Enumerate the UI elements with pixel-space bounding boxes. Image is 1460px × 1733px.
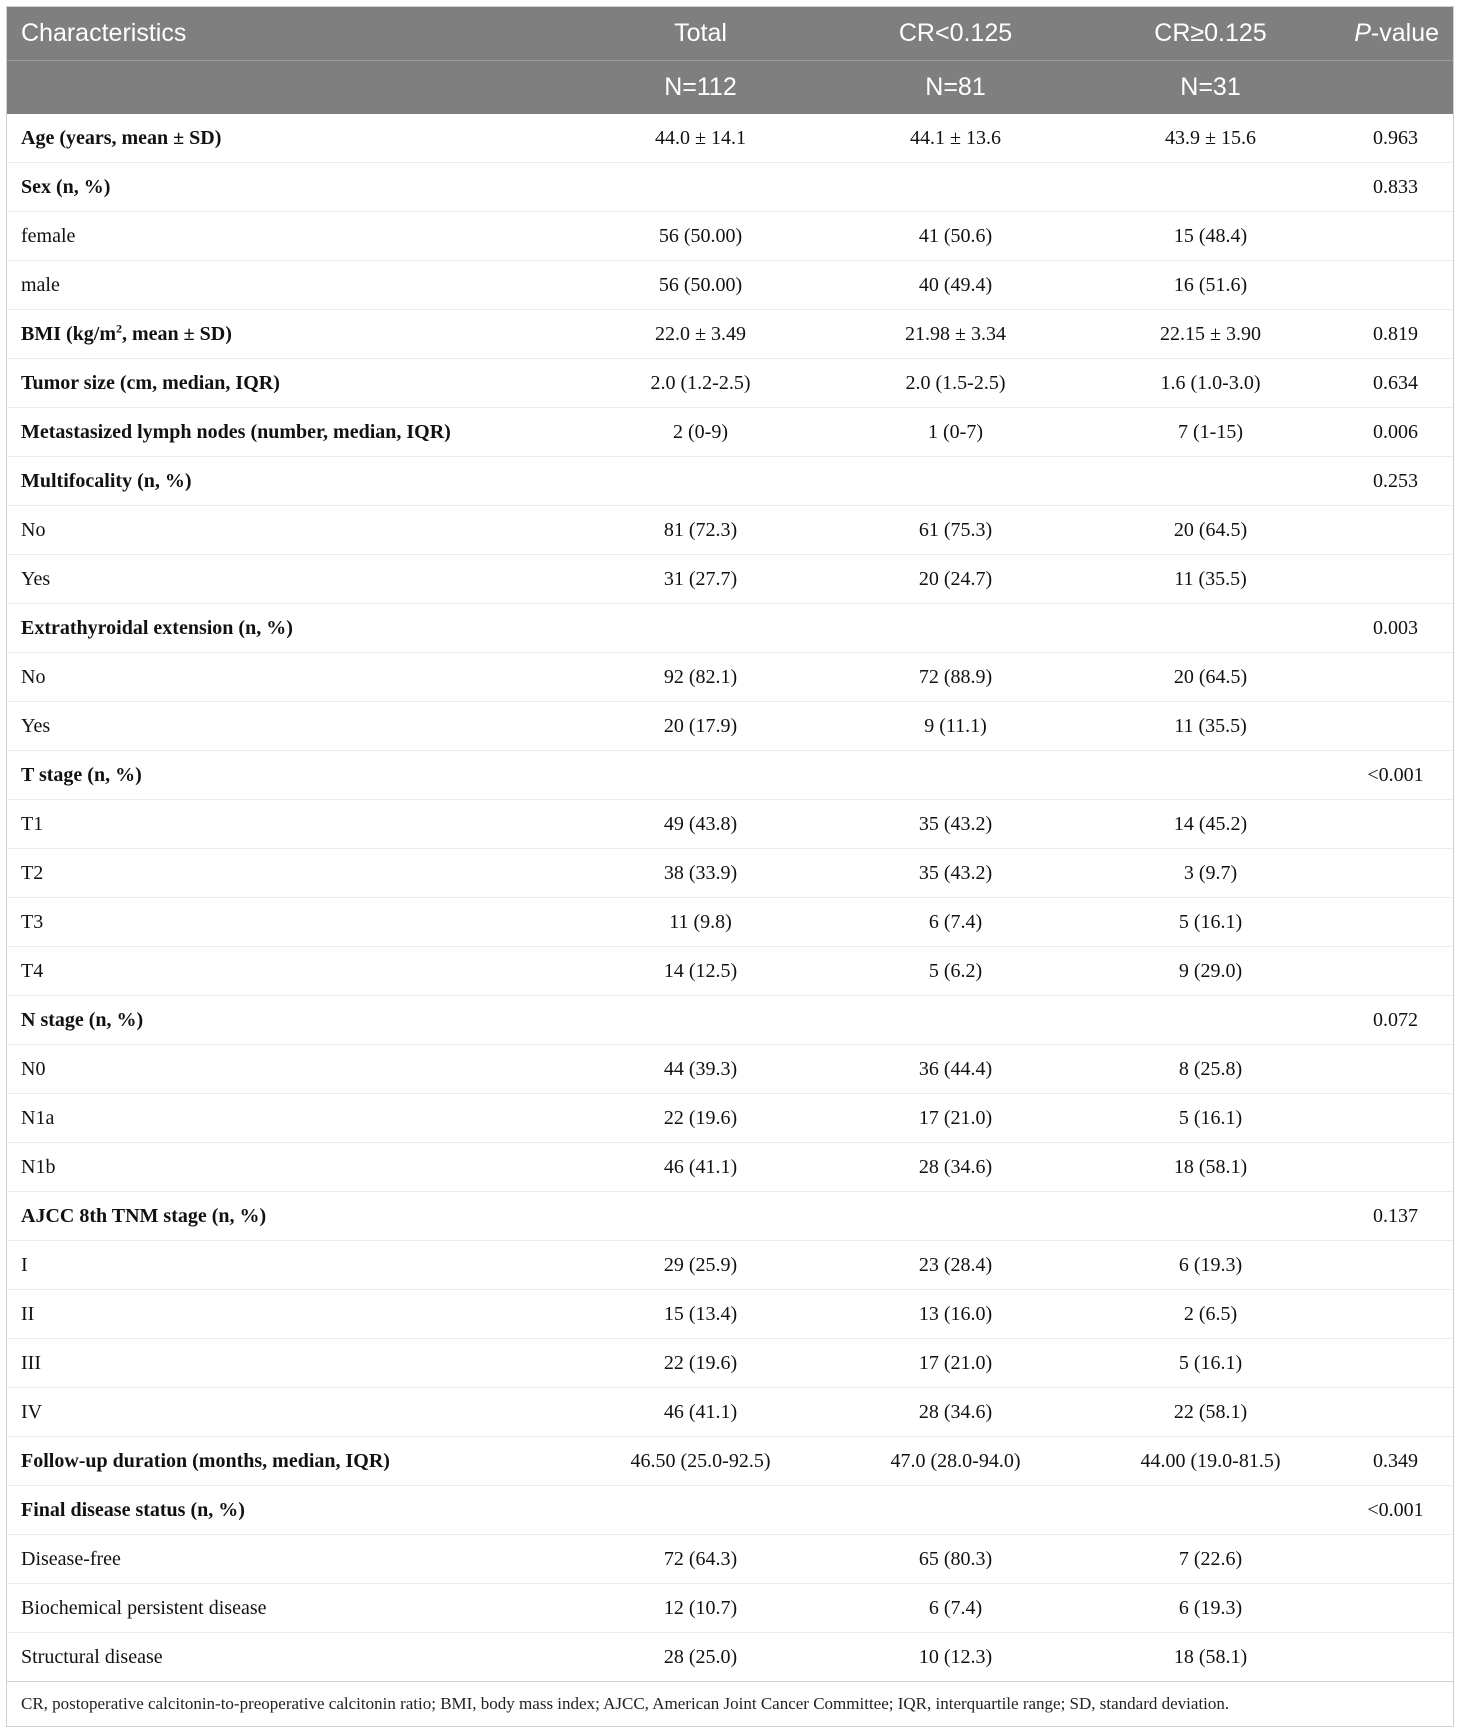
row-label: [7, 653, 573, 702]
row-label: [7, 1535, 573, 1584]
cell-total: 11 (9.8): [573, 898, 828, 947]
cell-cr-high: 44.00 (19.0-81.5): [1083, 1437, 1338, 1486]
cell-pvalue: 0.003: [1338, 604, 1453, 653]
cell-cr-low: 23 (28.4): [828, 1241, 1083, 1290]
cell-cr-high: 20 (64.5): [1083, 653, 1338, 702]
cell-cr-low: 1 (0-7): [828, 408, 1083, 457]
row-label: [7, 1388, 573, 1437]
cell-cr-low: 9 (11.1): [828, 702, 1083, 751]
cell-cr-low: 72 (88.9): [828, 653, 1083, 702]
cell-cr-low: 35 (43.2): [828, 849, 1083, 898]
table-row: [7, 1437, 1453, 1486]
cell-pvalue: [1338, 261, 1453, 310]
row-label-text: Structural disease: [21, 1645, 163, 1668]
cell-cr-high: 20 (64.5): [1083, 506, 1338, 555]
row-label-text: Final disease status (n, %): [21, 1498, 245, 1521]
cell-pvalue: [1338, 1143, 1453, 1192]
row-label-text: Metastasized lymph nodes (number, median, IQR): [21, 420, 451, 443]
row-label: [7, 702, 573, 751]
cell-cr-high: 1.6 (1.0-3.0): [1083, 359, 1338, 408]
row-label: [7, 996, 573, 1045]
cell-cr-high: 9 (29.0): [1083, 947, 1338, 996]
cell-total: 56 (50.00): [573, 261, 828, 310]
cell-cr-low: [828, 1192, 1083, 1241]
row-label-text: T stage (n, %): [21, 763, 142, 786]
row-label: [7, 310, 573, 359]
cell-pvalue: [1338, 702, 1453, 751]
row-label: [7, 1192, 573, 1241]
header-characteristics: Characteristics: [7, 7, 573, 61]
cell-cr-high: [1083, 1486, 1338, 1535]
table-row: [7, 1486, 1453, 1535]
cell-cr-high: 11 (35.5): [1083, 555, 1338, 604]
row-label: [7, 800, 573, 849]
row-label: [7, 506, 573, 555]
cell-cr-low: 41 (50.6): [828, 212, 1083, 261]
table-row: [7, 1045, 1453, 1094]
cell-cr-high: [1083, 996, 1338, 1045]
header-row-titles: [7, 7, 1453, 61]
cell-total: 72 (64.3): [573, 1535, 828, 1584]
cell-total: 2 (0-9): [573, 408, 828, 457]
header-cr-high: CR≥0.125: [1083, 7, 1338, 61]
cell-pvalue: 0.634: [1338, 359, 1453, 408]
cell-total: [573, 996, 828, 1045]
table-row: [7, 1584, 1453, 1633]
table-frame: [6, 6, 1454, 1727]
cell-total: 29 (25.9): [573, 1241, 828, 1290]
row-label-text: Tumor size (cm, median, IQR): [21, 371, 280, 394]
cell-total: 14 (12.5): [573, 947, 828, 996]
cell-cr-low: 6 (7.4): [828, 898, 1083, 947]
row-label: [7, 555, 573, 604]
row-label: [7, 1339, 573, 1388]
cell-pvalue: [1338, 653, 1453, 702]
cell-pvalue: [1338, 947, 1453, 996]
cell-cr-low: 2.0 (1.5-2.5): [828, 359, 1083, 408]
cell-total: 38 (33.9): [573, 849, 828, 898]
table-header: [7, 7, 1453, 114]
cell-cr-high: 6 (19.3): [1083, 1241, 1338, 1290]
cell-cr-low: [828, 604, 1083, 653]
characteristics-table: [7, 7, 1453, 1681]
cell-cr-low: 65 (80.3): [828, 1535, 1083, 1584]
cell-cr-low: 17 (21.0): [828, 1339, 1083, 1388]
row-label-text: female: [21, 224, 76, 247]
cell-cr-high: 5 (16.1): [1083, 1094, 1338, 1143]
cell-cr-low: 6 (7.4): [828, 1584, 1083, 1633]
cell-pvalue: [1338, 506, 1453, 555]
cell-cr-high: 11 (35.5): [1083, 702, 1338, 751]
table-row: [7, 1633, 1453, 1682]
cell-cr-high: 5 (16.1): [1083, 898, 1338, 947]
row-label: [7, 1045, 573, 1094]
table-row: [7, 1241, 1453, 1290]
cell-cr-high: 2 (6.5): [1083, 1290, 1338, 1339]
table-row: [7, 555, 1453, 604]
row-label: [7, 114, 573, 163]
row-label: [7, 751, 573, 800]
header-pvalue-rest: -value: [1370, 19, 1439, 47]
header-empty-cell: [7, 61, 573, 115]
cell-pvalue: [1338, 1241, 1453, 1290]
cell-cr-high: 16 (51.6): [1083, 261, 1338, 310]
table-row: [7, 261, 1453, 310]
row-label-text: No: [21, 665, 46, 688]
cell-total: 81 (72.3): [573, 506, 828, 555]
row-label: [7, 604, 573, 653]
cell-pvalue: [1338, 1094, 1453, 1143]
cell-total: [573, 163, 828, 212]
cell-pvalue: [1338, 555, 1453, 604]
header-n-cr-low: N=81: [828, 61, 1083, 115]
row-label: [7, 849, 573, 898]
cell-cr-high: 22.15 ± 3.90: [1083, 310, 1338, 359]
cell-cr-high: [1083, 751, 1338, 800]
row-label-suffix: , mean ± SD): [122, 322, 232, 345]
row-label-text: I: [21, 1253, 28, 1276]
row-label: [7, 261, 573, 310]
cell-cr-low: 44.1 ± 13.6: [828, 114, 1083, 163]
table-row: [7, 702, 1453, 751]
cell-cr-low: 5 (6.2): [828, 947, 1083, 996]
cell-pvalue: [1338, 1290, 1453, 1339]
cell-total: [573, 604, 828, 653]
row-label: [7, 898, 573, 947]
row-label-text: N0: [21, 1057, 46, 1080]
cell-cr-high: [1083, 604, 1338, 653]
cell-pvalue: [1338, 1339, 1453, 1388]
header-row-counts: [7, 61, 1453, 115]
row-label: [7, 1584, 573, 1633]
row-label-text: No: [21, 518, 46, 541]
row-label-text: T2: [21, 861, 44, 884]
cell-cr-low: 20 (24.7): [828, 555, 1083, 604]
cell-total: 56 (50.00): [573, 212, 828, 261]
header-pvalue: [1338, 7, 1453, 61]
header-cr-low: CR<0.125: [828, 7, 1083, 61]
cell-pvalue: [1338, 212, 1453, 261]
cell-cr-high: 6 (19.3): [1083, 1584, 1338, 1633]
table-row: [7, 1094, 1453, 1143]
table-row: [7, 800, 1453, 849]
row-label-text: T4: [21, 959, 44, 982]
cell-total: 46 (41.1): [573, 1388, 828, 1437]
cell-total: 15 (13.4): [573, 1290, 828, 1339]
row-label: [7, 212, 573, 261]
cell-cr-low: 28 (34.6): [828, 1388, 1083, 1437]
cell-pvalue: [1338, 898, 1453, 947]
cell-total: 20 (17.9): [573, 702, 828, 751]
header-total: Total: [573, 7, 828, 61]
row-label: [7, 457, 573, 506]
cell-pvalue: 0.253: [1338, 457, 1453, 506]
cell-total: [573, 1192, 828, 1241]
row-label: [7, 408, 573, 457]
table-row: [7, 1339, 1453, 1388]
cell-cr-low: 61 (75.3): [828, 506, 1083, 555]
row-label-text: T1: [21, 812, 44, 835]
table-row: [7, 898, 1453, 947]
cell-pvalue: [1338, 1045, 1453, 1094]
row-label-text: III: [21, 1351, 41, 1374]
cell-pvalue: [1338, 1633, 1453, 1682]
cell-cr-low: 28 (34.6): [828, 1143, 1083, 1192]
cell-cr-low: 47.0 (28.0-94.0): [828, 1437, 1083, 1486]
cell-total: 22 (19.6): [573, 1339, 828, 1388]
row-label: [7, 163, 573, 212]
header-empty-cell: [1338, 61, 1453, 115]
cell-cr-low: [828, 163, 1083, 212]
cell-total: 49 (43.8): [573, 800, 828, 849]
cell-pvalue: [1338, 800, 1453, 849]
cell-pvalue: 0.137: [1338, 1192, 1453, 1241]
cell-cr-high: 22 (58.1): [1083, 1388, 1338, 1437]
row-label-text: T3: [21, 910, 44, 933]
header-n-total: N=112: [573, 61, 828, 115]
cell-total: [573, 1486, 828, 1535]
row-label-text: N stage (n, %): [21, 1008, 144, 1031]
cell-cr-high: 43.9 ± 15.6: [1083, 114, 1338, 163]
cell-cr-high: 5 (16.1): [1083, 1339, 1338, 1388]
cell-cr-low: 10 (12.3): [918, 1645, 993, 1668]
row-label-text: male: [21, 273, 60, 296]
cell-pvalue: <0.001: [1338, 1486, 1453, 1535]
cell-pvalue: 0.963: [1338, 114, 1453, 163]
cell-cr-high: 3 (9.7): [1083, 849, 1338, 898]
row-label: [7, 359, 573, 408]
row-label-text: Yes: [21, 567, 51, 590]
table-row: [7, 1388, 1453, 1437]
table-row: [7, 506, 1453, 555]
cell-total: 22.0 ± 3.49: [573, 310, 828, 359]
table-row: [7, 163, 1453, 212]
cell-cr-high: [1083, 163, 1338, 212]
row-label-text: N1b: [21, 1155, 56, 1178]
row-label-text: Yes: [21, 714, 51, 737]
row-label-text: II: [21, 1302, 35, 1325]
header-pvalue-italic: P: [1354, 19, 1371, 47]
cell-cr-high: [1083, 1192, 1338, 1241]
cell-total: 22 (19.6): [573, 1094, 828, 1143]
row-label: [7, 1437, 573, 1486]
table-body: [7, 114, 1453, 1681]
table-row: [7, 310, 1453, 359]
row-label-text: N1a: [21, 1106, 55, 1129]
table-row: [7, 996, 1453, 1045]
table-row: [7, 849, 1453, 898]
cell-total: [573, 751, 828, 800]
table-row: [7, 212, 1453, 261]
cell-pvalue: [1338, 1535, 1453, 1584]
cell-pvalue: [1338, 1584, 1453, 1633]
cell-total: 92 (82.1): [573, 653, 828, 702]
cell-pvalue: 0.819: [1338, 310, 1453, 359]
cell-cr-low: 17 (21.0): [828, 1094, 1083, 1143]
row-label-text: Disease-free: [21, 1547, 121, 1570]
row-label-text: Biochemical persistent disease: [21, 1596, 267, 1619]
cell-pvalue: 0.833: [1338, 163, 1453, 212]
cell-total: 28 (25.0): [663, 1645, 738, 1668]
cell-cr-low: [828, 1486, 1083, 1535]
cell-cr-high: 15 (48.4): [1083, 212, 1338, 261]
cell-cr-low: [828, 996, 1083, 1045]
cell-total: [573, 457, 828, 506]
cell-cr-high: 8 (25.8): [1083, 1045, 1338, 1094]
row-label-text: Multifocality (n, %): [21, 469, 192, 492]
cell-cr-low: 36 (44.4): [828, 1045, 1083, 1094]
row-label: [7, 1241, 573, 1290]
row-label-superscript: 2: [116, 320, 122, 335]
row-label: [7, 1094, 573, 1143]
cell-cr-high: 7 (1-15): [1083, 408, 1338, 457]
cell-total: 46 (41.1): [573, 1143, 828, 1192]
row-label: [7, 1486, 573, 1535]
cell-cr-high: 14 (45.2): [1083, 800, 1338, 849]
row-label-text: Extrathyroidal extension (n, %): [21, 616, 293, 639]
table-footnote: CR, postoperative calcitonin-to-preoperative calcitonin ratio; BMI, body mass index; AJCC, American Joint Cancer Committee; IQR, interquartile range; SD, standard deviation.: [7, 1681, 1453, 1721]
table-row: [7, 947, 1453, 996]
cell-cr-low: 21.98 ± 3.34: [828, 310, 1083, 359]
table-row: [7, 114, 1453, 163]
cell-total: 12 (10.7): [573, 1584, 828, 1633]
cell-pvalue: [1338, 849, 1453, 898]
table-row: [7, 408, 1453, 457]
cell-total: 2.0 (1.2-2.5): [573, 359, 828, 408]
table-row: [7, 1192, 1453, 1241]
cell-total: 44 (39.3): [573, 1045, 828, 1094]
row-label-text: IV: [21, 1400, 43, 1423]
table-row: [7, 751, 1453, 800]
row-label-text: Follow-up duration (months, median, IQR): [21, 1449, 390, 1472]
table-row: [7, 604, 1453, 653]
cell-cr-low: 40 (49.4): [828, 261, 1083, 310]
row-label: [7, 1633, 573, 1682]
row-label-text: Age (years, mean ± SD): [21, 126, 222, 149]
table-row: [7, 1290, 1453, 1339]
cell-pvalue: 0.072: [1338, 996, 1453, 1045]
cell-cr-high: 18 (58.1): [1083, 1143, 1338, 1192]
row-label: [7, 947, 573, 996]
cell-pvalue: <0.001: [1338, 751, 1453, 800]
cell-total: 46.50 (25.0-92.5): [573, 1437, 828, 1486]
cell-pvalue: 0.349: [1338, 1437, 1453, 1486]
cell-cr-low: 35 (43.2): [828, 800, 1083, 849]
row-label-text: Sex (n, %): [21, 175, 111, 198]
cell-cr-high: 18 (58.1): [1173, 1645, 1248, 1668]
row-label-text: BMI (kg/m: [21, 322, 116, 345]
cell-cr-high: 7 (22.6): [1083, 1535, 1338, 1584]
cell-cr-low: [828, 457, 1083, 506]
cell-cr-low: 13 (16.0): [828, 1290, 1083, 1339]
cell-pvalue: 0.006: [1338, 408, 1453, 457]
cell-cr-low: [828, 751, 1083, 800]
row-label: [7, 1143, 573, 1192]
table-row: [7, 653, 1453, 702]
table-row: [7, 1535, 1453, 1584]
table-row: [7, 1143, 1453, 1192]
cell-total: 31 (27.7): [573, 555, 828, 604]
cell-pvalue: [1338, 1388, 1453, 1437]
header-n-cr-high: N=31: [1083, 61, 1338, 115]
row-label-text: AJCC 8th TNM stage (n, %): [21, 1204, 267, 1227]
row-label: [7, 1290, 573, 1339]
cell-cr-high: [1083, 457, 1338, 506]
table-row: [7, 457, 1453, 506]
table-row: [7, 359, 1453, 408]
cell-total: 44.0 ± 14.1: [573, 114, 828, 163]
